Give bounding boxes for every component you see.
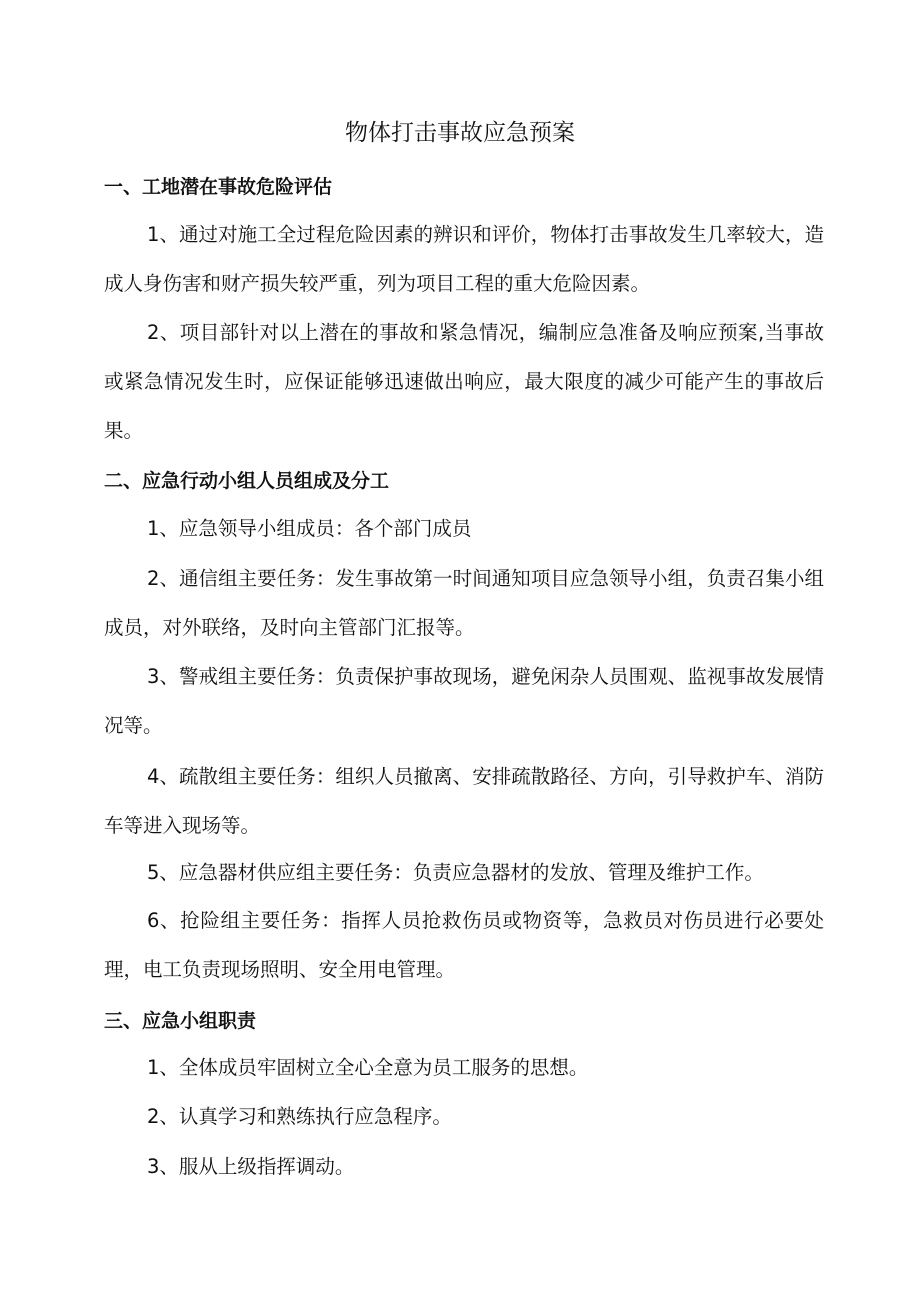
paragraph-2-6: 6、抢险组主要任务：指挥人员抢救伤员或物资等，急救员对伤员进行必要处理，电工负责现场照明、安全用电管理。	[104, 909, 824, 981]
section-heading-3: 三、应急小组职责	[104, 1010, 257, 1032]
section-heading-2: 二、应急行动小组人员组成及分工	[104, 470, 390, 492]
paragraph-3-2: 2、认真学习和熟练执行应急程序。	[147, 1105, 452, 1128]
section-heading-1: 一、工地潜在事故危险评估	[104, 176, 333, 198]
paragraph-3-3: 3、服从上级指挥调动。	[147, 1155, 355, 1178]
paragraph-1-1: 1、通过对施工全过程危险因素的辨识和评价，物体打击事故发生几率较大，造成人身伤害和财产损失较严重，列为项目工程的重大危险因素。	[104, 223, 824, 295]
paragraph-2-4: 4、疏散组主要任务：组织人员撤离、安排疏散路径、方向，引导救护车、消防车等进入现场等。	[104, 765, 824, 837]
paragraph-2-5: 5、应急器材供应组主要任务：负责应急器材的发放、管理及维护工作。	[147, 861, 764, 884]
paragraph-2-2: 2、通信组主要任务：发生事故第一时间通知项目应急领导小组，负责召集小组成员，对外联络，及时向主管部门汇报等。	[104, 567, 824, 639]
paragraph-3-1: 1、全体成员牢固树立全心全意为员工服务的思想。	[147, 1056, 589, 1079]
paragraph-1-2: 2、项目部针对以上潜在的事故和紧急情况，编制应急准备及响应预案,当事故或紧急情况发生时，应保证能够迅速做出响应，最大限度的减少可能产生的事故后果。	[104, 321, 824, 442]
document-title: 物体打击事故应急预案	[345, 120, 575, 146]
paragraph-2-3: 3、警戒组主要任务：负责保护事故现场，避免闲杂人员围观、监视事故发展情况等。	[104, 665, 824, 737]
paragraph-2-1: 1、应急领导小组成员：各个部门成员	[147, 517, 472, 540]
